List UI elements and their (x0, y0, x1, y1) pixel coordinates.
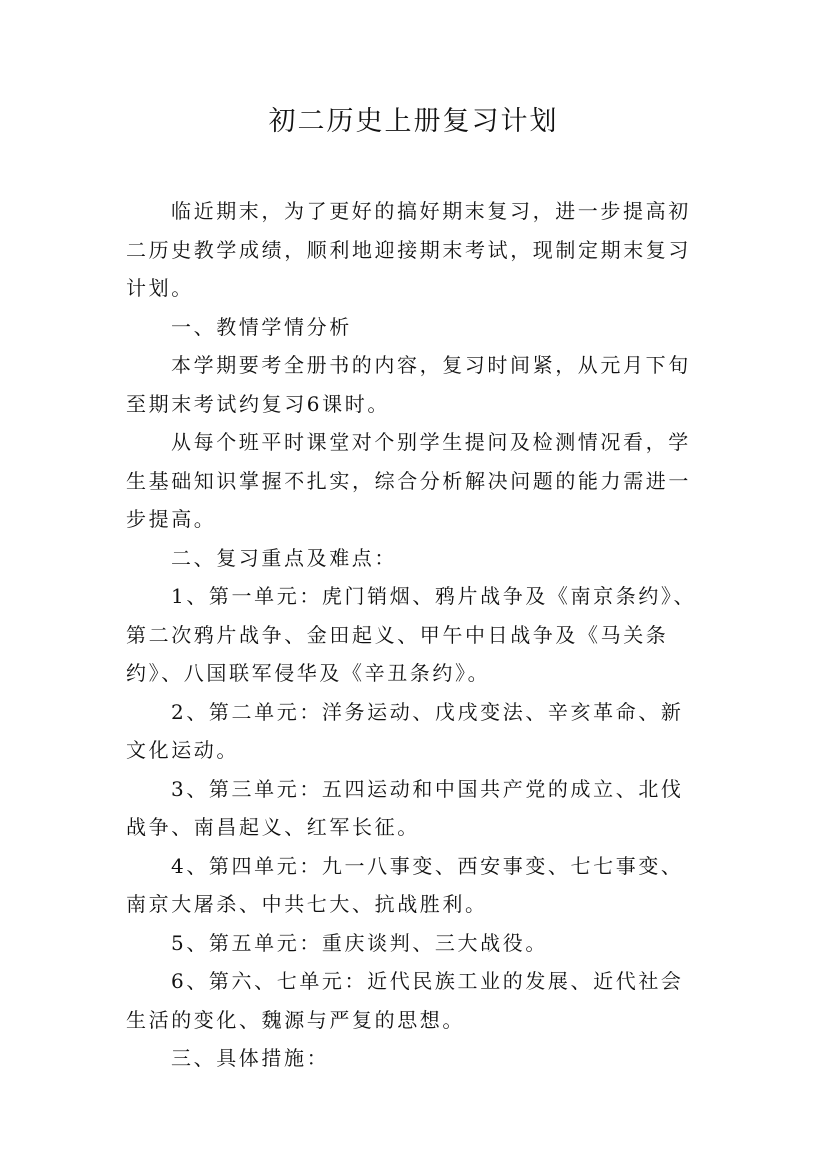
document-body (126, 192, 706, 1078)
heading-measures: 三、具体措施： (171, 1046, 330, 1070)
paragraph-intro: 临近期末，为了更好的搞好期末复习，进一步提高初二历史教学成绩，顺利地迎接期末考试，现制定期末复习计划。 (126, 199, 691, 300)
item-unit-1: 1、第一单元：虎门销烟、鸦片战争及《南京条约》、第二次鸦片战争、金田起义、甲午中日战争及《马关条约》、八国联军侵华及《辛丑条约》。 (126, 584, 697, 685)
item-unit-6-7: 6、第六、七单元：近代民族工业的发展、近代社会生活的变化、魏源与严复的思想。 (126, 969, 684, 1032)
item-unit-4: 4、第四单元：九一八事变、西安事变、七七事变、南京大屠杀、中共七大、抗战胜利。 (126, 853, 684, 916)
paragraph-students: 从每个班平时课堂对个别学生提问及检测情况看，学生基础知识掌握不扎实，综合分析解决问题的能力需进一步提高。 (126, 430, 691, 531)
document-title: 初二历史上册复习计划 (268, 106, 559, 137)
item-unit-2: 2、第二单元：洋务运动、戊戌变法、辛亥革命、新文化运动。 (126, 699, 684, 762)
heading-analysis: 一、教情学情分析 (171, 314, 352, 339)
paragraph-semester: 本学期要考全册书的内容，复习时间紧，从元月下旬至期末考试约复习6课时。 (126, 353, 691, 416)
heading-key-points: 二、复习重点及难点： (171, 545, 397, 570)
item-unit-3: 3、第三单元：五四运动和中国共产党的成立、北伐战争、南昌起义、红军长征。 (126, 776, 684, 839)
item-unit-5: 5、第五单元：重庆谈判、三大战役。 (171, 930, 548, 955)
